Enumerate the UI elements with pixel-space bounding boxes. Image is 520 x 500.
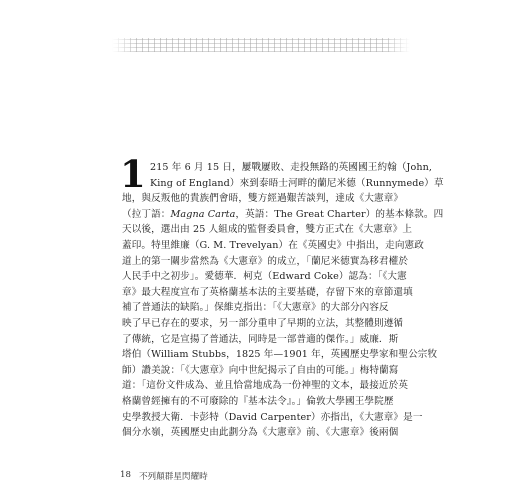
text-line: 道：「這份文件成為、並且恰當地成為一份神聖的文本，最接近於英 — [122, 380, 409, 392]
page-number: 18 — [120, 470, 131, 480]
text-line: 蓋印。特里維廉（G. M. Trevelyan）在《英國史》中指出，走向憲政 — [122, 239, 424, 251]
text-line: 215 年 6 月 15 日，屢戰屢敗、走投無路的英國國王約翰（John, — [150, 162, 433, 173]
drop-cap: 1 — [120, 152, 146, 196]
text-line: King of England）來到泰晤士河畔的蘭尼米德（Runnymede）草 — [150, 177, 444, 189]
text-line: 補了普通法的缺陷。」保維克指出：「《大憲章》的大部分內容反 — [122, 302, 389, 314]
text-line — [122, 207, 444, 223]
text-segment: ，英語：The Great Charter）的基本條款。四 — [235, 208, 444, 220]
text-line: 史學教授大衛．卡彭特（David Carpenter）亦指出，《大憲章》是一 — [122, 411, 423, 423]
text-line: 地，與反叛他的貴族們會晤，雙方經過艱苦談判，達成《大憲章》 — [122, 193, 404, 205]
text-line: 道上的第一關步當然為《大憲章》的成立，「蘭尼米德實為移君權於 — [122, 255, 409, 267]
italic-term: Magna Carta — [170, 208, 236, 220]
header-pattern — [112, 38, 410, 52]
text-line: 個分水嶺，英國歷史由此劃分為《大憲章》前、《大憲章》後兩個 — [122, 427, 399, 439]
text-line: 章》最大程度宣布了英格蘭基本法的主要基礎，存留下來的章節還填 — [122, 286, 413, 298]
body-text — [122, 160, 444, 441]
text-line: 天以後，選出由 25 人組成的監督委員會，雙方正式在《大憲章》上 — [122, 224, 413, 236]
text-line: 塔伯（William Stubbs，1825 年—1901 年，英國歷史學家和聖公宗牧 — [122, 349, 438, 361]
text-line: 格蘭曾經擁有的不可廢除的『基本法令』。」倫敦大學國王學院歷 — [122, 395, 394, 407]
book-title: 不列顛群星閃耀時 — [138, 472, 208, 482]
text-line: 人民手中之初步」。愛德華．柯克（Edward Coke）認為：「《大憲 — [122, 271, 407, 283]
text-line: 師）讚美說：「《大憲章》向中世紀揭示了自由的可能。」梅特蘭寫 — [122, 364, 399, 376]
text-line: 了傳統，它是宣揚了普通法，同時是一部普適的傑作。」威廉．斯 — [122, 333, 399, 345]
text-line: 映了早已存在的要求，另一部分重申了早期的立法，其整體則遵循 — [122, 317, 404, 329]
text-segment: （拉丁語： — [122, 208, 171, 220]
page-footer — [120, 470, 208, 482]
